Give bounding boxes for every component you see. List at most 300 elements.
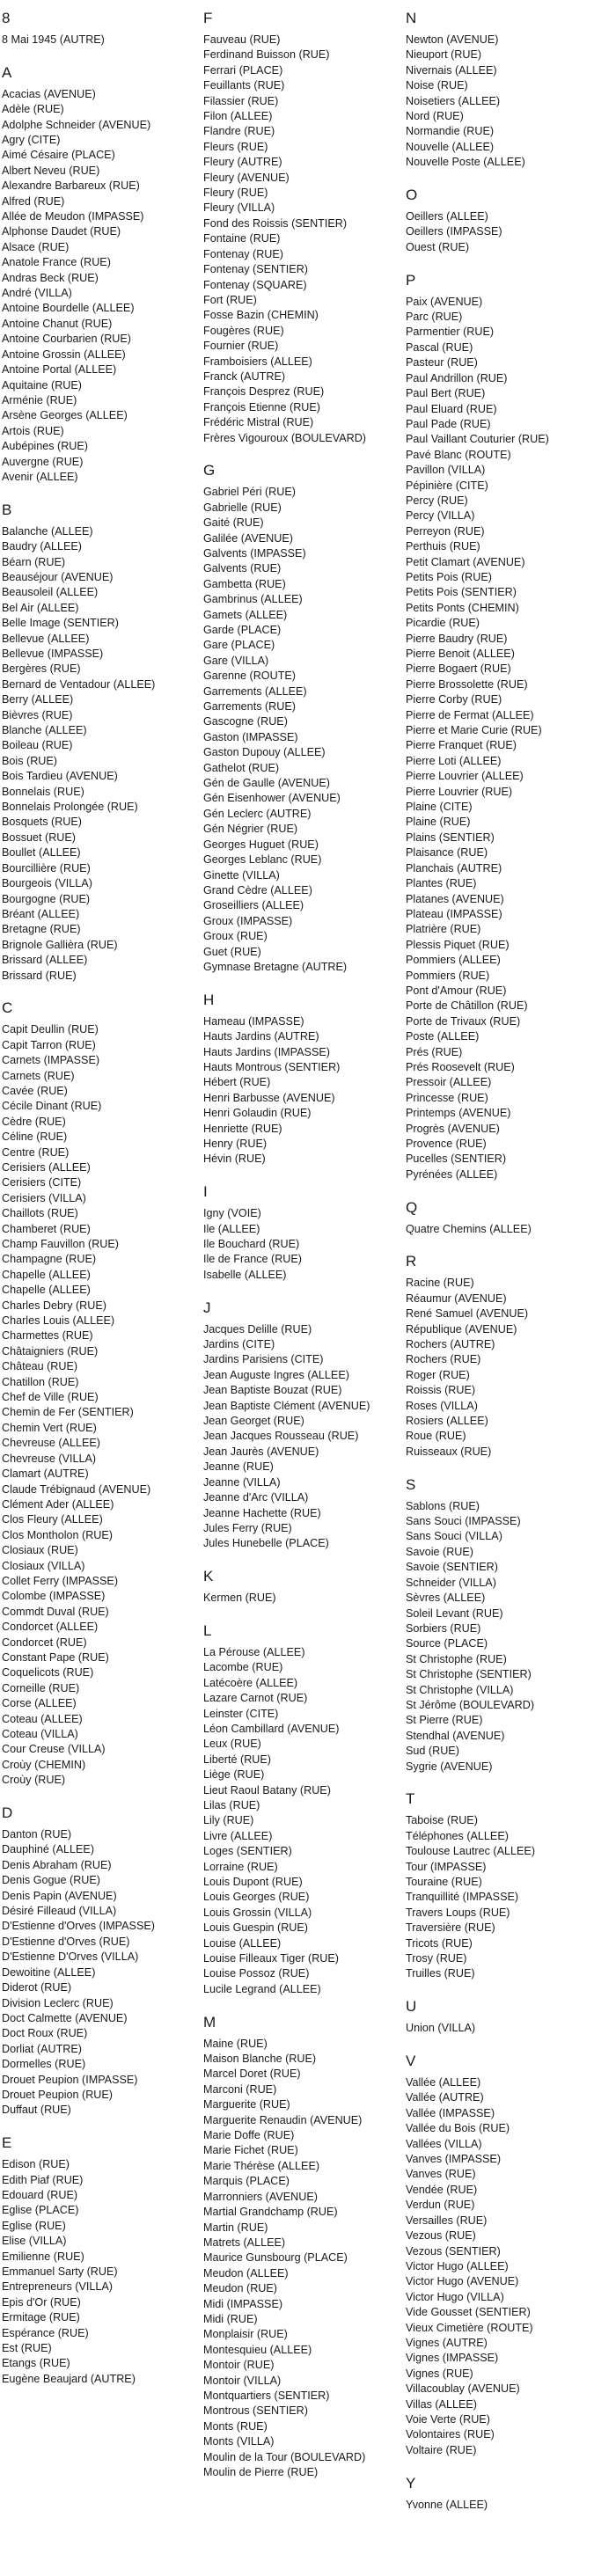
street-entry: Jeanne Hachette (RUE): [203, 1506, 321, 1519]
street-entry: Leinster (CITE): [203, 1707, 279, 1720]
street-entry: Emmanuel Sarty (RUE): [2, 2265, 118, 2278]
street-entry: Constant Pape (RUE): [2, 1650, 109, 1664]
street-entry: Jean Baptiste Bouzat (RUE): [203, 1384, 342, 1397]
street-entry: Jean Jaurès (AVENUE): [203, 1445, 319, 1458]
street-entry: Montoir (VILLA): [203, 2374, 282, 2387]
street-entry: Fleury (RUE): [203, 187, 268, 200]
street-entry: Groseilliers (ALLEE): [203, 899, 304, 912]
street-entry: Pépinière (CITE): [406, 479, 488, 492]
street-entry: Garenne (ROUTE): [203, 670, 296, 683]
street-entry: Guet (RUE): [203, 945, 261, 958]
street-entry: Percy (VILLA): [406, 509, 475, 523]
street-entry: Vignes (AUTRE): [406, 2336, 488, 2349]
street-entry: Carnets (IMPASSE): [2, 1054, 100, 1067]
street-entry: Versailles (RUE): [406, 2214, 488, 2227]
street-entry: Traversière (RUE): [406, 1921, 495, 1935]
street-entry: Château (RUE): [2, 1360, 78, 1373]
street-entry: Antoine Portal (ALLEE): [2, 363, 117, 377]
street-entry: Galvents (RUE): [203, 562, 282, 575]
section-letter-heading: V: [406, 2053, 416, 2070]
street-entry: Printemps (AVENUE): [406, 1107, 511, 1120]
street-entry: Leux (RUE): [203, 1738, 261, 1751]
street-entry: Oeillers (ALLEE): [406, 210, 488, 223]
street-entry: Elise (VILLA): [2, 2235, 67, 2248]
street-entry: Lily (RUE): [203, 1814, 254, 1827]
street-entry: Voltaire (RUE): [406, 2443, 477, 2456]
section-letter-heading: Q: [406, 1198, 418, 1216]
street-entry: Source (PLACE): [406, 1637, 488, 1650]
street-entry: Béarn (RUE): [2, 555, 66, 568]
street-entry: Louis Guespin (RUE): [203, 1921, 308, 1935]
street-entry: Céline (RUE): [2, 1131, 68, 1144]
street-entry: Schneider (VILLA): [406, 1576, 496, 1589]
street-entry: Paul Bert (RUE): [406, 387, 486, 400]
street-entry: Marconi (RUE): [203, 2082, 277, 2096]
street-entry: Louise Possoz (RUE): [203, 1967, 310, 1980]
street-entry: Croùy (CHEMIN): [2, 1758, 86, 1771]
index-section: [406, 1475, 594, 1775]
street-entry: Victor Hugo (AVENUE): [406, 2275, 519, 2288]
street-entry: Louise (ALLEE): [203, 1936, 282, 1950]
street-entry: Fontaine (RUE): [203, 232, 281, 245]
street-entry: Vanves (IMPASSE): [406, 2153, 502, 2166]
street-entry: Alsace (RUE): [2, 240, 70, 253]
street-entry: Plantes (RUE): [406, 877, 477, 890]
street-entry: Clos Montholon (RUE): [2, 1528, 113, 1541]
street-entry: St Christophe (SENTIER): [406, 1668, 532, 1681]
section-letter-heading: F: [203, 10, 213, 26]
street-entry: Georges Huguet (RUE): [203, 838, 319, 851]
street-entry: Gare (VILLA): [203, 654, 269, 667]
section-letter-heading: B: [2, 501, 12, 518]
street-entry: Pommiers (RUE): [406, 969, 490, 982]
street-entry: Alfred (RUE): [2, 194, 65, 208]
street-entry: Vezous (SENTIER): [406, 2244, 501, 2258]
street-entry: Ile (ALLEE): [203, 1222, 260, 1235]
street-entry: Artois (RUE): [2, 424, 64, 437]
section-letter-heading: H: [203, 991, 215, 1008]
street-entry: Ferrari (PLACE): [203, 63, 283, 77]
street-entry: Balanche (ALLEE): [2, 524, 93, 538]
street-entry: Henri Barbusse (AVENUE): [203, 1091, 335, 1104]
street-entry: Boullet (ALLEE): [2, 846, 81, 860]
street-entry: Emilienne (RUE): [2, 2250, 84, 2263]
street-entry: Stendhal (AVENUE): [406, 1729, 505, 1742]
street-entry: Garrements (RUE): [203, 700, 296, 714]
section-letter-heading: I: [203, 1183, 208, 1201]
street-entry: Aubépines (RUE): [2, 440, 88, 453]
street-entry: Colombe (IMPASSE): [2, 1590, 106, 1603]
street-entry: Clamart (AUTRE): [2, 1467, 89, 1481]
street-entry: Picardie (RUE): [406, 617, 480, 630]
street-entry: Matrets (ALLEE): [203, 2236, 286, 2249]
street-entry: Eugène Beaujard (AUTRE): [2, 2372, 136, 2385]
street-entry: Henry (RUE): [203, 1138, 268, 1150]
street-entry: Nieuport (RUE): [406, 48, 482, 62]
index-section: [2, 9, 194, 48]
street-entry: Roue (RUE): [406, 1430, 466, 1443]
street-entry: Planchais (AUTRE): [406, 861, 502, 875]
street-entry: Touraine (RUE): [406, 1876, 482, 1888]
street-entry: Bernard de Ventadour (ALLEE): [2, 677, 156, 691]
street-entry: Quatre Chemins (ALLEE): [406, 1222, 532, 1235]
index-section: [406, 1997, 594, 2036]
index-section: [203, 461, 395, 975]
section-letter-heading: A: [2, 63, 12, 81]
street-entry: Fougères (RUE): [203, 324, 284, 337]
street-entry: Oeillers (IMPASSE): [406, 225, 502, 238]
street-entry: Perreyon (RUE): [406, 524, 485, 538]
street-entry: Hauts Jardins (AUTRE): [203, 1030, 319, 1043]
street-entry: Toulouse Lautrec (ALLEE): [406, 1845, 536, 1858]
index-section: [2, 1804, 194, 2119]
street-entry: Gambetta (RUE): [203, 577, 286, 590]
street-entry: Verdun (RUE): [406, 2199, 475, 2212]
street-entry: Closiaux (RUE): [2, 1544, 78, 1557]
street-entry: Pierre Benoit (ALLEE): [406, 648, 515, 660]
street-entry: Ermitage (RUE): [2, 2311, 80, 2324]
street-entry: Berry (ALLEE): [2, 693, 74, 706]
street-entry: Alphonse Daudet (RUE): [2, 225, 121, 238]
street-entry: Pierre Louvrier (ALLEE): [406, 770, 524, 783]
index-section: [203, 1182, 395, 1283]
street-entry: Vignes (IMPASSE): [406, 2352, 499, 2365]
street-entry: St Christophe (RUE): [406, 1652, 507, 1665]
street-entry: Nouvelle (ALLEE): [406, 140, 495, 153]
street-entry: Jacques Delille (RUE): [203, 1322, 312, 1336]
index-column-2: [203, 7, 395, 2496]
street-entry: Denis Papin (AVENUE): [2, 1889, 117, 1902]
street-entry: Bonnelais (RUE): [2, 785, 84, 798]
street-entry: Meudon (RUE): [203, 2282, 277, 2295]
street-entry: Filon (ALLEE): [203, 110, 273, 123]
section-letter-heading: P: [406, 271, 416, 289]
street-entry: Yvonne (ALLEE): [406, 2498, 488, 2511]
street-entry: Vide Gousset (SENTIER): [406, 2306, 531, 2319]
street-entry: Galilée (AVENUE): [203, 531, 293, 545]
index-section: [406, 1198, 594, 1237]
street-entry: Parc (RUE): [406, 311, 463, 324]
section-letter-heading: N: [406, 10, 417, 26]
street-entry: Nivernais (ALLEE): [406, 63, 497, 77]
street-entry: Bois (RUE): [2, 754, 57, 767]
section-letter-heading: T: [406, 1790, 415, 1808]
street-entry: Rochers (AUTRE): [406, 1338, 495, 1351]
street-entry: Lucile Legrand (ALLEE): [203, 1982, 321, 1995]
street-entry: D'Estienne D'Orves (VILLA): [2, 1950, 139, 1964]
street-entry: Gén de Gaulle (AVENUE): [203, 777, 330, 790]
street-entry: Meudon (ALLEE): [203, 2266, 289, 2280]
street-entry: Edith Piaf (RUE): [2, 2173, 84, 2186]
street-entry: Marcel Doret (RUE): [203, 2067, 301, 2081]
street-entry: Condorcet (ALLEE): [2, 1621, 99, 1634]
street-entry: La Pérouse (ALLEE): [203, 1645, 305, 1658]
street-entry: Petit Clamart (AVENUE): [406, 555, 525, 568]
street-entry: Pierre de Fermat (ALLEE): [406, 708, 534, 721]
street-entry: Chemin Vert (RUE): [2, 1421, 97, 1434]
street-entry: Porte de Trivaux (RUE): [406, 1014, 521, 1028]
street-entry: Jean Baptiste Clément (AVENUE): [203, 1399, 370, 1412]
street-entry: Normandie (RUE): [406, 125, 495, 138]
street-entry: Dormelles (RUE): [2, 2058, 86, 2071]
street-entry: Pommiers (ALLEE): [406, 954, 501, 967]
index-section: [406, 271, 594, 1183]
street-entry: Gaston Dupouy (ALLEE): [203, 746, 326, 759]
index-column-3: [406, 7, 594, 2528]
street-entry: Acacias (AVENUE): [2, 87, 96, 100]
street-entry: Vanves (RUE): [406, 2168, 476, 2181]
section-letter-heading: U: [406, 1998, 417, 2016]
street-entry: Volontaires (RUE): [406, 2428, 495, 2441]
street-entry: Belle Image (SENTIER): [2, 617, 119, 630]
street-entry: Porte de Châtillon (RUE): [406, 999, 528, 1013]
street-entry: Brissard (RUE): [2, 969, 77, 982]
street-entry: Roissis (RUE): [406, 1384, 476, 1397]
street-entry: Lilas (RUE): [203, 1798, 260, 1811]
street-entry: Poste (ALLEE): [406, 1030, 480, 1043]
street-entry: Paul Eluard (RUE): [406, 402, 497, 415]
street-entry: Cèdre (RUE): [2, 1115, 66, 1128]
street-entry: Framboisiers (ALLEE): [203, 355, 312, 368]
street-entry: Antoine Chanut (RUE): [2, 317, 113, 330]
street-entry: Bosquets (RUE): [2, 816, 82, 829]
index-section: [2, 999, 194, 1788]
street-entry: Frères Vigouroux (BOULEVARD): [203, 431, 367, 444]
street-entry: Clément Ader (ALLEE): [2, 1497, 114, 1511]
street-entry: Lacombe (RUE): [203, 1661, 283, 1674]
street-entry: Brignole Gallièra (RUE): [2, 938, 118, 951]
street-entry: D'Estienne d'Orves (IMPASSE): [2, 1920, 155, 1933]
street-entry: Montoir (RUE): [203, 2359, 275, 2372]
street-entry: Eglise (RUE): [2, 2219, 66, 2232]
street-entry: Nouvelle Poste (ALLEE): [406, 156, 525, 169]
street-entry: Garrements (ALLEE): [203, 684, 307, 698]
street-entry: Platanes (AVENUE): [406, 892, 504, 905]
street-entry: Jean Auguste Ingres (ALLEE): [203, 1368, 349, 1381]
street-entry: Monplaisir (RUE): [203, 2328, 288, 2341]
street-entry: Maurice Gunsbourg (PLACE): [203, 2251, 348, 2265]
street-entry: Noise (RUE): [406, 79, 468, 92]
street-entry: André (VILLA): [2, 287, 72, 300]
street-entry: Plains (SENTIER): [406, 831, 495, 844]
street-entry: Léon Cambillard (AVENUE): [203, 1722, 340, 1735]
street-entry: Carnets (RUE): [2, 1069, 75, 1082]
index-section: [2, 501, 194, 984]
street-entry: Louis Dupont (RUE): [203, 1876, 303, 1888]
section-letter-heading: C: [2, 999, 13, 1017]
street-entry: Pucelles (SENTIER): [406, 1153, 507, 1166]
street-entry: Entrepreneurs (VILLA): [2, 2280, 113, 2294]
street-entry: Martin (RUE): [203, 2221, 268, 2234]
street-entry: Doct Roux (RUE): [2, 2027, 88, 2040]
street-entry: Progrès (AVENUE): [406, 1122, 500, 1135]
street-entry: Pierre Corby (RUE): [406, 693, 502, 706]
street-entry: Bergères (RUE): [2, 662, 81, 676]
street-entry: Dorliat (AUTRE): [2, 2042, 82, 2055]
street-entry: Duffaut (RUE): [2, 2104, 71, 2117]
street-entry: Fond des Roissis (SENTIER): [203, 216, 348, 230]
street-entry: Fosse Bazin (CHEMIN): [203, 309, 319, 322]
street-entry: Désiré Filleaud (VILLA): [2, 1905, 117, 1918]
street-entry: Allée de Meudon (IMPASSE): [2, 210, 144, 223]
street-entry: Petits Ponts (CHEMIN): [406, 601, 519, 614]
street-entry: Champagne (RUE): [2, 1253, 97, 1266]
street-entry: Fontenay (SQUARE): [203, 278, 307, 291]
street-entry: Trosy (RUE): [406, 1952, 467, 1965]
street-entry: Livre (ALLEE): [203, 1829, 273, 1842]
street-entry: Gaité (RUE): [203, 516, 264, 530]
street-entry: Cour Creuse (VILLA): [2, 1743, 106, 1756]
street-entry: Nord (RUE): [406, 110, 464, 123]
street-entry: Dewoitine (ALLEE): [2, 1965, 96, 1979]
street-entry: Bourgogne (RUE): [2, 892, 91, 905]
street-entry: Vallées (VILLA): [406, 2137, 482, 2150]
street-entry: Ile Bouchard (RUE): [203, 1238, 300, 1251]
street-entry: Victor Hugo (ALLEE): [406, 2259, 509, 2272]
street-entry: Andras Beck (RUE): [2, 271, 99, 284]
index-column-1: [2, 7, 194, 2403]
street-entry: Jeanne (VILLA): [203, 1475, 281, 1489]
street-entry: Division Leclerc (RUE): [2, 1996, 114, 2009]
index-section: [406, 1252, 594, 1460]
street-entry: Chaillots (RUE): [2, 1207, 78, 1220]
street-entry: Platrière (RUE): [406, 923, 481, 936]
street-entry: Gambrinus (ALLEE): [203, 593, 303, 606]
street-entry: Tour (IMPASSE): [406, 1860, 487, 1873]
section-letter-heading: J: [203, 1299, 211, 1316]
street-entry: Téléphones (ALLEE): [406, 1829, 509, 1842]
street-entry: Hameau (IMPASSE): [203, 1014, 304, 1028]
street-entry: Marguerite Renaudin (AVENUE): [203, 2113, 363, 2126]
street-entry: Gabrielle (RUE): [203, 501, 282, 514]
street-entry: Charmettes (RUE): [2, 1329, 93, 1343]
street-entry: Fleury (AUTRE): [203, 156, 282, 169]
street-entry: Plateau (IMPASSE): [406, 907, 502, 920]
street-entry: Closiaux (VILLA): [2, 1559, 85, 1572]
street-entry: Montesquieu (ALLEE): [203, 2343, 312, 2356]
street-entry: Pierre Franquet (RUE): [406, 739, 517, 752]
street-entry: Plessis Piquet (RUE): [406, 938, 510, 951]
street-entry: Ruisseaux (RUE): [406, 1445, 492, 1458]
street-entry: Hauts Montrous (SENTIER): [203, 1060, 341, 1073]
street-entry: Fort (RUE): [203, 293, 257, 306]
street-entry: Réaumur (AVENUE): [406, 1292, 507, 1305]
street-entry: Plaine (RUE): [406, 816, 471, 829]
street-entry: Edison (RUE): [2, 2158, 70, 2171]
street-entry: Gascogne (RUE): [203, 715, 288, 728]
street-entry: Sablons (RUE): [406, 1499, 480, 1512]
street-entry: Chemin de Fer (SENTIER): [2, 1406, 134, 1419]
street-entry: Pierre et Marie Curie (RUE): [406, 724, 542, 737]
street-entry: Champ Fauvillon (RUE): [2, 1238, 119, 1251]
street-entry: Cavée (RUE): [2, 1084, 68, 1097]
street-entry: Sud (RUE): [406, 1745, 459, 1758]
street-entry: Jardins (CITE): [203, 1338, 275, 1351]
section-letter-heading: R: [406, 1253, 417, 1270]
street-entry: Maison Blanche (RUE): [203, 2053, 317, 2066]
index-section: [203, 2013, 395, 2481]
street-entry: Princesse (RUE): [406, 1091, 488, 1104]
street-entry: Jules Hunebelle (PLACE): [203, 1537, 329, 1550]
street-entry: St Christophe (VILLA): [406, 1683, 514, 1696]
index-section: [406, 1789, 594, 1981]
street-entry: François Desprez (RUE): [203, 385, 325, 399]
street-entry: Gén Leclerc (AUTRE): [203, 807, 312, 820]
street-entry: Marguerite (RUE): [203, 2098, 290, 2111]
street-entry: Pyrénées (ALLEE): [406, 1167, 498, 1181]
section-letter-heading: D: [2, 1804, 13, 1822]
street-entry: Edouard (RUE): [2, 2188, 78, 2201]
street-entry: Pierre Bogaert (RUE): [406, 662, 511, 676]
street-entry: Georges Leblanc (RUE): [203, 853, 322, 867]
street-entry: Liège (RUE): [203, 1768, 265, 1782]
street-entry: Drouet Peupion (RUE): [2, 2088, 113, 2101]
street-entry: Bourgeois (VILLA): [2, 877, 92, 890]
street-entry: Loges (SENTIER): [203, 1845, 292, 1858]
street-entry: Paul Pade (RUE): [406, 417, 491, 430]
street-entry: Chevreuse (VILLA): [2, 1452, 97, 1465]
street-entry: Jeanne d'Arc (VILLA): [203, 1491, 309, 1504]
street-entry: Vallée du Bois (RUE): [406, 2122, 510, 2135]
street-entry: Sèvres (ALLEE): [406, 1592, 486, 1605]
street-entry: Pasteur (RUE): [406, 356, 478, 370]
street-entry: Chef de Ville (RUE): [2, 1391, 99, 1404]
street-entry: Soleil Levant (RUE): [406, 1606, 503, 1620]
street-entry: Monts (RUE): [203, 2419, 268, 2433]
street-entry: Boileau (RUE): [2, 739, 73, 752]
section-letter-heading: K: [203, 1568, 214, 1585]
street-entry: Henriette (RUE): [203, 1122, 282, 1135]
street-entry: Fauveau (RUE): [203, 33, 281, 46]
street-entry: Lorraine (RUE): [203, 1860, 278, 1873]
street-entry: Plaine (CITE): [406, 801, 473, 814]
street-entry: Ile de France (RUE): [203, 1253, 302, 1266]
street-entry: Savoie (RUE): [406, 1545, 473, 1558]
section-letter-heading: G: [203, 462, 216, 479]
street-entry: Fontenay (RUE): [203, 247, 283, 260]
index-section: [406, 9, 594, 171]
street-entry: Vieux Cimetière (ROUTE): [406, 2321, 533, 2334]
street-entry: Bourcillière (RUE): [2, 861, 91, 875]
street-entry: Arménie (RUE): [2, 393, 77, 406]
street-entry: Grand Cèdre (ALLEE): [203, 883, 312, 896]
section-letter-heading: 8: [2, 10, 11, 26]
street-entry: Perthuis (RUE): [406, 540, 480, 553]
street-entry: Cécile Dinant (RUE): [2, 1100, 102, 1113]
index-section: [406, 2474, 594, 2513]
street-entry: Victor Hugo (VILLA): [406, 2290, 504, 2303]
index-section: [203, 9, 395, 446]
street-entry: Beauséjour (AVENUE): [2, 570, 114, 583]
street-entry: Adèle (RUE): [2, 103, 64, 116]
street-entry: Hébert (RUE): [203, 1076, 271, 1089]
street-entry: Vallée (AUTRE): [406, 2091, 484, 2104]
street-entry: Louise Filleaux Tiger (RUE): [203, 1952, 339, 1965]
street-entry: Capit Deullin (RUE): [2, 1023, 99, 1036]
street-entry: Sans Souci (IMPASSE): [406, 1515, 521, 1528]
street-entry: St Jérôme (BOULEVARD): [406, 1698, 535, 1711]
street-entry: Corse (ALLEE): [2, 1697, 77, 1710]
street-entry: Agry (CITE): [2, 134, 61, 147]
street-entry: François Etienne (RUE): [203, 400, 320, 413]
street-entry: Franck (AUTRE): [203, 370, 286, 383]
street-entry: Paul Vaillant Couturier (RUE): [406, 433, 549, 446]
section-letter-heading: L: [203, 1621, 212, 1639]
index-section: [203, 991, 395, 1167]
street-entry: Louis Grossin (VILLA): [203, 1906, 312, 1919]
street-entry: Igny (VOIE): [203, 1207, 261, 1220]
street-entry: Villacoublay (AVENUE): [406, 2382, 520, 2396]
